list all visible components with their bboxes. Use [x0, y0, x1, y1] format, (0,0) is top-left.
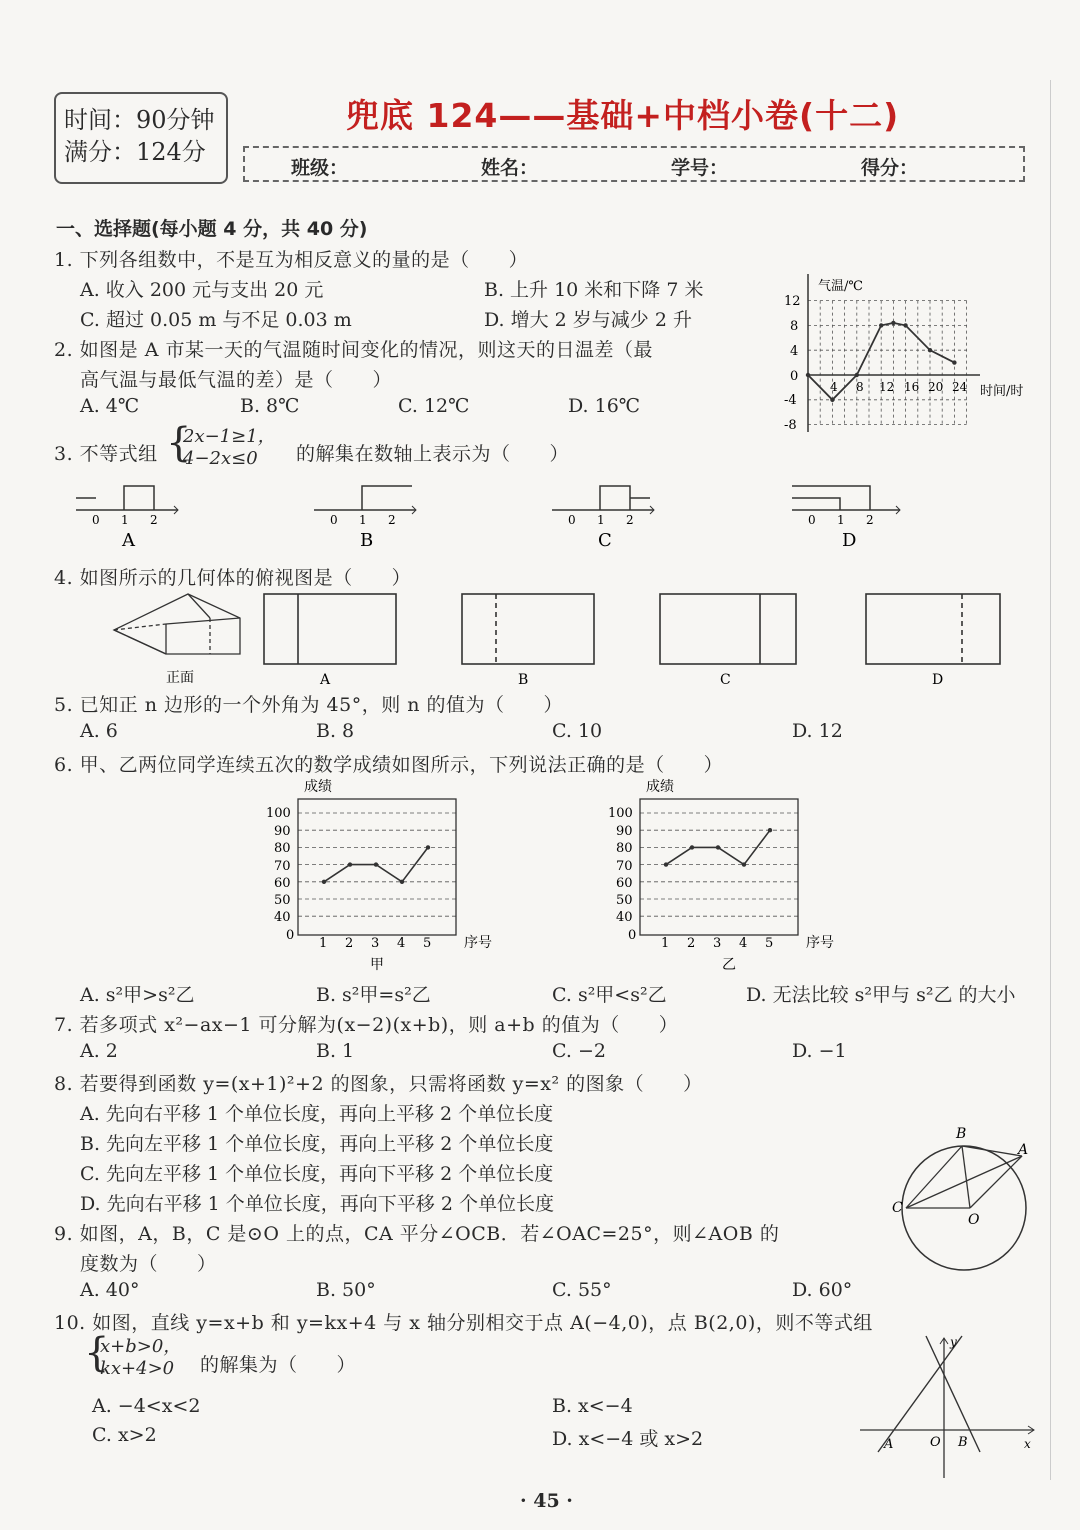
score-chart-yi	[604, 775, 854, 975]
jia-ytick-90: 90	[274, 824, 291, 839]
q4-solid-figure	[110, 588, 250, 688]
jia-point	[426, 845, 430, 849]
q2-option-a: A. 4℃	[80, 395, 140, 417]
temp-point	[855, 373, 859, 377]
page-number: · 45 ·	[520, 1490, 573, 1512]
score-field-label: 得分：	[861, 157, 919, 179]
jia-y-ticks	[266, 806, 294, 943]
temp-point	[952, 360, 956, 364]
jia-xtick-5: 5	[423, 936, 432, 951]
temp-y-label: 气温/℃	[818, 279, 863, 294]
q10-point-b: B	[958, 1435, 968, 1450]
temp-xtick-12: 12	[879, 380, 895, 394]
jia-y-label: 成绩	[304, 779, 332, 795]
q3a-tick-2: 2	[150, 513, 158, 527]
jia-x-label: 序号	[464, 935, 492, 951]
q6-stem: 6. 甲、乙两位同学连续五次的数学成绩如图所示，下列说法正确的是（ ）	[54, 754, 724, 776]
q3d-ray-lower	[792, 498, 840, 510]
q10-brace: {	[84, 1330, 110, 1376]
q3a-tick-0: 0	[92, 513, 100, 527]
q3a-label: A	[122, 530, 135, 548]
jia-point	[322, 880, 326, 884]
q3c-label: C	[598, 530, 612, 548]
yi-ytick-40: 40	[616, 910, 633, 925]
yi-xtick-2: 2	[687, 936, 696, 951]
q9-point-a: A	[1018, 1142, 1029, 1158]
yi-ytick-100: 100	[608, 806, 633, 821]
q6-option-b: B. s²甲=s²乙	[316, 984, 431, 1006]
jia-point	[400, 880, 404, 884]
yi-title: 乙	[722, 957, 736, 973]
q3c-tick-0: 0	[568, 513, 576, 527]
q4a-label: A	[320, 672, 331, 688]
yi-point	[768, 828, 772, 832]
q3b-ray	[362, 486, 412, 510]
yi-x-label: 序号	[806, 935, 834, 951]
q9-option-b: B. 50°	[316, 1279, 376, 1301]
q1-option-b: B. 上升 10 米和下降 7 米	[484, 279, 704, 301]
q5-option-d: D. 12	[792, 720, 843, 742]
q2-option-c: C. 12℃	[398, 395, 470, 417]
q7-option-c: C. −2	[552, 1040, 606, 1062]
yi-ytick-90: 90	[616, 824, 633, 839]
score-chart-jia	[262, 775, 512, 975]
q3d-tick-0: 0	[808, 513, 816, 527]
q4b-label: B	[518, 672, 529, 688]
q10-option-c: C. x>2	[92, 1424, 157, 1446]
yi-grid	[640, 813, 798, 916]
yi-ytick-0: 0	[628, 928, 637, 943]
temp-ytick-neg8: -8	[784, 418, 797, 433]
q3-numberline-c	[546, 478, 656, 548]
temp-ytick-neg4: -4	[784, 393, 797, 408]
q10-stem: 10. 如图，直线 y=x+b 和 y=kx+4 与 x 轴分别相交于点 A(−4,0)，点 B(2,0)，则不等式组	[54, 1312, 873, 1334]
yi-xtick-1: 1	[661, 936, 670, 951]
q10-line-graph	[856, 1332, 1040, 1482]
q10-line-1	[878, 1336, 962, 1452]
q6-option-c: C. s²甲<s²乙	[552, 984, 667, 1006]
temp-ytick-8: 8	[790, 319, 799, 334]
q6-option-d: D. 无法比较 s²甲与 s²乙 的大小	[746, 984, 1016, 1006]
class-field-label: 班级：	[291, 157, 349, 179]
q3-prefix: 3. 不等式组	[54, 443, 158, 465]
q3-inequality-1: 2x−1≥1，	[183, 426, 276, 447]
q3b-tick-1: 1	[359, 513, 367, 527]
q10-system	[100, 1336, 181, 1380]
q9-option-a: A. 40°	[80, 1279, 140, 1301]
yi-point	[690, 845, 694, 849]
student-id-field-label: 学号：	[671, 157, 729, 179]
jia-plot-frame	[298, 799, 456, 935]
q1-option-c: C. 超过 0.05 m 与不足 0.03 m	[80, 309, 352, 331]
student-fields	[243, 146, 1025, 182]
q8-option-c: C. 先向左平移 1 个单位长度，再向下平移 2 个单位长度	[80, 1163, 554, 1185]
q3a-tick-1: 1	[121, 513, 129, 527]
yi-ytick-50: 50	[616, 893, 633, 908]
jia-xtick-3: 3	[371, 936, 380, 951]
q7-option-a: A. 2	[80, 1040, 118, 1062]
temp-xtick-4: 4	[830, 380, 838, 394]
temp-point	[830, 398, 834, 402]
q3c-tick-2: 2	[626, 513, 634, 527]
q1-stem: 1. 下列各组数中，不是互为相反意义的量的是（ ）	[54, 249, 529, 271]
yi-point	[742, 862, 746, 866]
q2-stem-line2: 高气温与最低气温的差）是（ ）	[80, 369, 393, 391]
q10-option-d: D. x<−4 或 x>2	[552, 1428, 704, 1450]
q3-numberline-a	[70, 478, 180, 548]
q10-inequality-2: kx+4>0	[100, 1358, 175, 1379]
yi-ytick-70: 70	[616, 859, 633, 874]
q9-point-b: B	[956, 1126, 967, 1142]
temperature-chart	[780, 270, 1050, 440]
q3-brace: {	[166, 420, 192, 466]
yi-x-ticks	[661, 936, 773, 951]
temp-ytick-4: 4	[790, 344, 799, 359]
q4-view-c	[654, 588, 800, 688]
jia-ytick-60: 60	[274, 876, 291, 891]
temp-xtick-20: 20	[928, 380, 944, 394]
q3d-tick-2: 2	[866, 513, 874, 527]
jia-ytick-0: 0	[286, 928, 295, 943]
q10-suffix: 的解集为（ ）	[200, 1354, 357, 1376]
q4-view-a	[258, 588, 404, 688]
page-title: 兜底 124——基础+中档小卷(十二)	[346, 96, 900, 135]
q4c-label: C	[720, 672, 731, 688]
q7-stem: 7. 若多项式 x²−ax−1 可分解为(x−2)(x+b)，则 a+b 的值为（ ）	[54, 1014, 679, 1036]
jia-ytick-80: 80	[274, 841, 291, 856]
q3d-label: D	[842, 530, 857, 548]
q2-option-b: B. 8℃	[240, 395, 300, 417]
q9-point-c: C	[892, 1200, 903, 1216]
q6-option-a: A. s²甲>s²乙	[80, 984, 195, 1006]
jia-ytick-100: 100	[266, 806, 291, 821]
q2-stem-line1: 2. 如图是 A 市某一天的气温随时间变化的情况，则这天的日温差（最	[54, 339, 653, 361]
jia-xtick-1: 1	[319, 936, 328, 951]
temp-xtick-8: 8	[856, 380, 864, 394]
jia-point	[374, 862, 378, 866]
section-heading: 一、选择题(每小题 4 分，共 40 分)	[56, 218, 368, 240]
temp-point	[879, 323, 883, 327]
q7-option-b: B. 1	[316, 1040, 355, 1062]
q5-stem: 5. 已知正 n 边形的一个外角为 45°，则 n 的值为（ ）	[54, 694, 564, 716]
q8-stem: 8. 若要得到函数 y=(x+1)²+2 的图象，只需将函数 y=x² 的图象（ ）	[54, 1073, 703, 1095]
temperature-grid	[808, 301, 967, 425]
jia-title: 甲	[370, 957, 384, 973]
jia-point	[348, 862, 352, 866]
yi-plot-frame	[640, 799, 798, 935]
page-edge-line	[1050, 80, 1051, 1480]
q9-point-o: O	[968, 1212, 980, 1228]
temp-point	[891, 321, 895, 325]
q8-option-b: B. 先向左平移 1 个单位长度，再向上平移 2 个单位长度	[80, 1133, 554, 1155]
q10-y-label: y	[950, 1335, 957, 1349]
yi-ytick-80: 80	[616, 841, 633, 856]
q9-option-d: D. 60°	[792, 1279, 853, 1301]
q3-inequality-2: 4−2x≤0	[183, 448, 258, 469]
q3c-tick-1: 1	[597, 513, 605, 527]
q3-system	[183, 426, 276, 470]
q3a-segment	[124, 486, 154, 510]
yi-y-ticks	[608, 806, 636, 943]
jia-xtick-4: 4	[397, 936, 406, 951]
q8-option-a: A. 先向右平移 1 个单位长度，再向上平移 2 个单位长度	[80, 1103, 554, 1125]
q10-inequality-1: x+b>0，	[100, 1336, 182, 1357]
yi-point	[716, 845, 720, 849]
temp-point	[806, 373, 810, 377]
temp-point	[903, 323, 907, 327]
jia-ytick-50: 50	[274, 893, 291, 908]
q5-option-b: B. 8	[316, 720, 355, 742]
exam-info-box	[54, 92, 228, 184]
q4-prism-outline	[114, 594, 240, 654]
q5-option-a: A. 6	[80, 720, 118, 742]
q4-front-label: 正面	[166, 670, 194, 686]
q10-option-a: A. −4<x<2	[92, 1395, 201, 1417]
jia-ytick-40: 40	[274, 910, 291, 925]
q7-option-d: D. −1	[792, 1040, 847, 1062]
jia-x-ticks	[319, 936, 431, 951]
jia-xtick-2: 2	[345, 936, 354, 951]
name-field-label: 姓名：	[481, 157, 539, 179]
yi-xtick-5: 5	[765, 936, 774, 951]
q3-suffix: 的解集在数轴上表示为（ ）	[296, 443, 570, 465]
q4-view-d	[860, 588, 1006, 688]
q4-stem: 4. 如图所示的几何体的俯视图是（ ）	[54, 567, 412, 589]
q9-option-c: C. 55°	[552, 1279, 612, 1301]
temp-xtick-24: 24	[952, 380, 968, 394]
time-limit: 时间：90分钟	[64, 106, 215, 134]
q4d-label: D	[932, 672, 944, 688]
temp-point	[928, 348, 932, 352]
q3-numberline-b	[308, 478, 418, 548]
yi-ytick-60: 60	[616, 876, 633, 891]
q10-option-b: B. x<−4	[552, 1395, 633, 1417]
q1-option-a: A. 收入 200 元与支出 20 元	[80, 279, 324, 301]
q10-origin: O	[930, 1435, 941, 1450]
full-score: 满分：124分	[64, 138, 206, 166]
yi-y-label: 成绩	[646, 779, 674, 795]
q3-numberline-d	[786, 478, 906, 548]
q3d-tick-1: 1	[837, 513, 845, 527]
temp-y-ticks	[784, 294, 801, 433]
q3b-tick-2: 2	[388, 513, 396, 527]
q10-x-label: x	[1024, 1437, 1031, 1451]
temp-ytick-12: 12	[784, 294, 801, 309]
temp-x-label: 时间/时	[980, 384, 1024, 399]
yi-point	[664, 862, 668, 866]
q10-point-a: A	[884, 1437, 894, 1452]
q9-circle-figure	[890, 1120, 1040, 1280]
yi-xtick-4: 4	[739, 936, 748, 951]
temp-xtick-16: 16	[904, 380, 920, 394]
q3c-segment	[600, 486, 630, 510]
jia-ytick-70: 70	[274, 859, 291, 874]
q9-stem-line1: 9. 如图，A，B，C 是⊙O 上的点，CA 平分∠OCB．若∠OAC=25°，则∠AOB 的	[54, 1223, 780, 1245]
temp-ytick-0: 0	[790, 369, 799, 384]
q5-option-c: C. 10	[552, 720, 603, 742]
yi-xtick-3: 3	[713, 936, 722, 951]
q3b-tick-0: 0	[330, 513, 338, 527]
q1-option-d: D. 增大 2 岁与减少 2 升	[484, 309, 692, 331]
q9-stem-line2: 度数为（ ）	[80, 1253, 217, 1275]
q8-option-d: D. 先向右平移 1 个单位长度，再向下平移 2 个单位长度	[80, 1193, 554, 1215]
q3b-label: B	[360, 530, 374, 548]
q2-option-d: D. 16℃	[568, 395, 641, 417]
q4-view-b	[456, 588, 602, 688]
